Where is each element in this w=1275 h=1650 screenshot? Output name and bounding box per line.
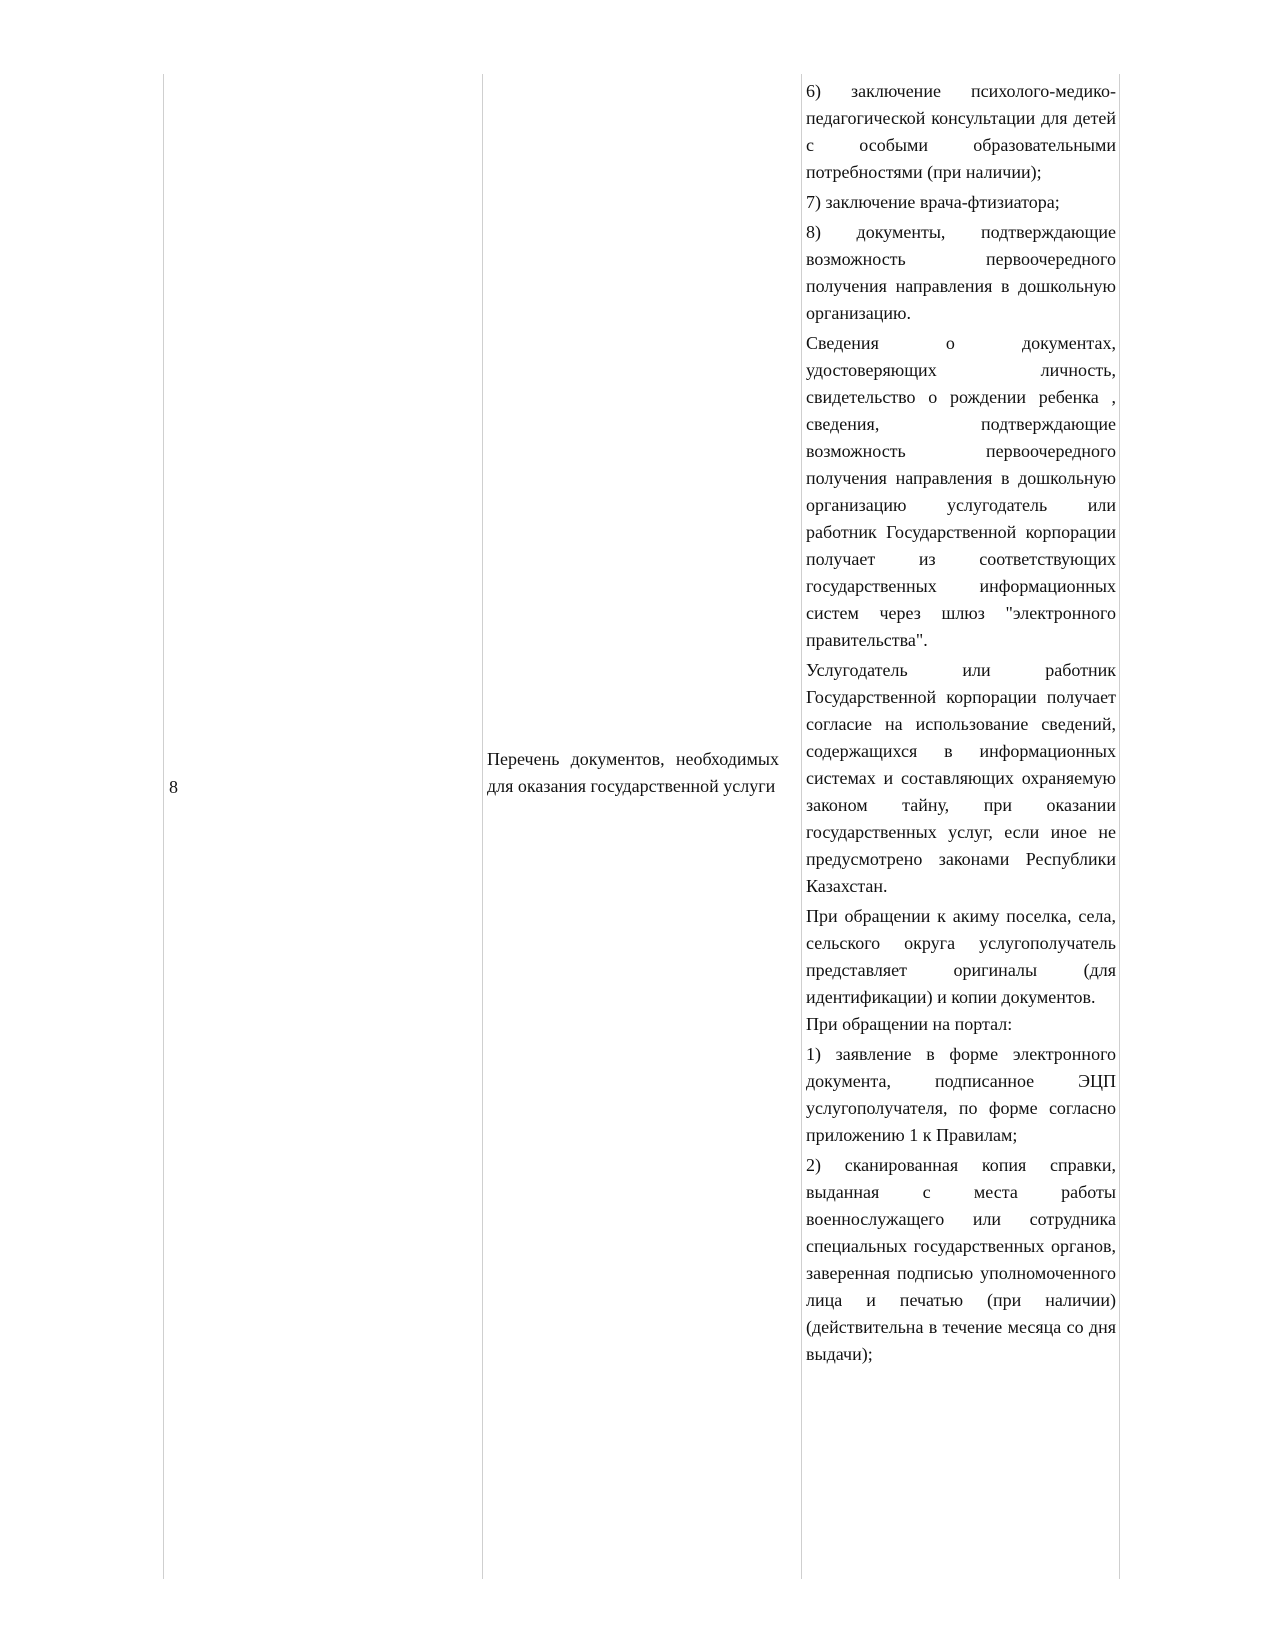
table-column-number — [163, 74, 482, 1579]
content-paragraph: 1) заявление в форме электронного документа, подписанное ЭЦП услугополучателя, по форме согласно приложению 1 к Правилам; — [806, 1044, 1116, 1145]
document-table — [163, 74, 1120, 1579]
row-name: Перечень документов, необходимых для оказания государственной услуги — [487, 749, 779, 796]
row-number: 8 — [169, 777, 178, 797]
content-paragraph: Услугодатель или работник Государственной корпорации получает согласие на использование сведений, содержащихся в информационных системах и составляющих охраняемую законом тайну, при оказании государственных услуг, если иное не предусмотрено законами Республики Казахстан. — [806, 660, 1116, 896]
content-paragraph: 8) документы, подтверждающие возможность первоочередного получения направления в дошкольную организацию. — [806, 222, 1116, 323]
content-paragraph: При обращении к акиму поселка, села, сельского округа услугополучатель представляет оригиналы (для идентификации) и копии документов. — [806, 906, 1116, 1007]
content-paragraph: 6) заключение психолого-медико-педагогической консультации для детей с особыми образовательными потребностями (при наличии); — [806, 81, 1116, 182]
content-paragraph: 7) заключение врача-фтизиатора; — [806, 192, 1060, 212]
table-column-name — [482, 74, 801, 1579]
content-paragraph: Сведения о документах, удостоверяющих личность, свидетельство о рождении ребенка , сведения, подтверждающие возможность первоочередного получения направления в дошкольную организацию услугодатель или работник Государственной корпорации получает из соответствующих государственных информационных систем через шлюз "электронного правительства". — [806, 333, 1116, 650]
content-paragraph: 2) сканированная копия справки, выданная с места работы военнослужащего или сотрудника специальных государственных органов, заверенная подписью уполномоченного лица и печатью (при наличии) (действительна в течение месяца со дня выдачи); — [806, 1155, 1116, 1364]
content-paragraph: При обращении на портал: — [806, 1014, 1013, 1034]
table-column-content — [801, 74, 1120, 1579]
